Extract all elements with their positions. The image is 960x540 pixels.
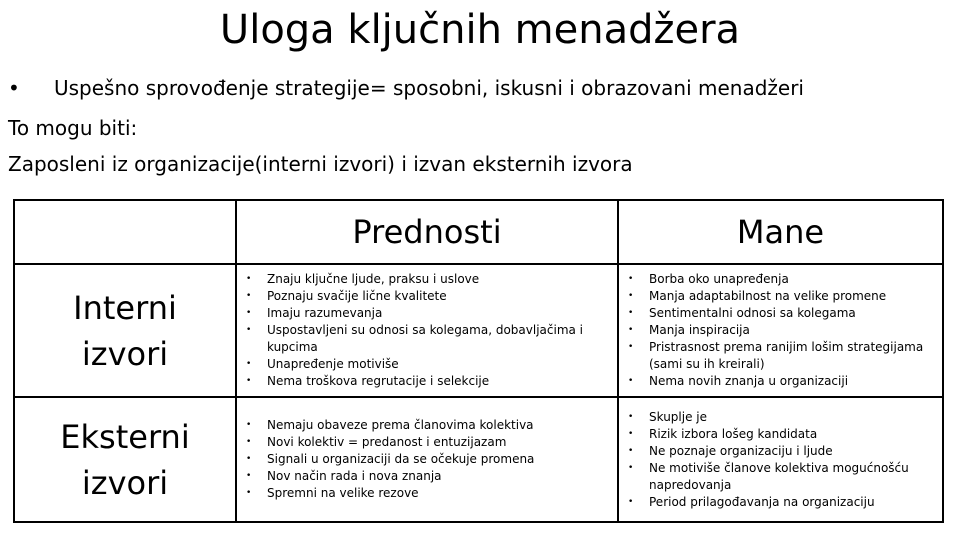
list-item-text: Pristrasnost prema ranijim lošim strategijama (sami su ih kreirali) (649, 340, 924, 371)
bullet-icon: • (628, 291, 634, 301)
list-item (619, 426, 936, 443)
list-item (237, 468, 611, 485)
list-item (619, 373, 936, 390)
row-label-external-line2: izvori (81, 463, 169, 502)
list-item (237, 485, 611, 502)
list-item-text: Period prilagođavanja na organizaciju (649, 494, 875, 509)
list-item (619, 494, 936, 511)
internal-advantages-list (237, 271, 617, 390)
list-item-text: Nemaju obaveze prema članovima kolektiva (267, 418, 534, 432)
page-title: Uloga ključnih menadžera (219, 7, 741, 53)
internal-advantages-cell (236, 264, 618, 397)
bullet-icon: • (628, 462, 634, 473)
list-item-text: Signali u organizaciji da se očekuje promena (267, 452, 535, 466)
bullet-icon: • (246, 488, 252, 498)
bullet-icon: • (628, 496, 634, 507)
list-item (237, 322, 611, 356)
list-item (619, 443, 936, 460)
list-item-text: Ne poznaje organizaciju i ljude (649, 443, 833, 458)
list-item (619, 460, 936, 494)
bullet-icon: • (246, 376, 252, 386)
bullet-icon: • (246, 437, 252, 447)
list-item-text: Novi kolektiv = predanost i entuzijazam (267, 435, 507, 449)
external-disadvantages-cell (618, 397, 943, 522)
bullet-icon: • (628, 308, 634, 318)
bullet-icon: • (628, 274, 634, 284)
list-item-text: Rizik izbora lošeg kandidata (649, 426, 818, 441)
bullet-icon: • (246, 471, 252, 481)
list-item-text: Spremni na velike rezove (267, 486, 419, 500)
list-item (619, 288, 936, 305)
header-advantages-label: Prednosti (352, 213, 502, 251)
list-item (237, 434, 611, 451)
list-item-text: Skuplje je (649, 409, 708, 424)
external-advantages-list (237, 417, 617, 502)
internal-disadvantages-cell (618, 264, 943, 397)
header-disadvantages (618, 200, 943, 264)
bullet-icon: • (628, 342, 634, 352)
list-item-text: Ne motiviše članove kolektiva mogućnošću napredovanja (649, 460, 909, 492)
list-item-text: Nema troškova regrutacije i selekcije (267, 374, 490, 388)
bullet-icon: • (628, 325, 634, 335)
list-item (237, 417, 611, 434)
internal-disadvantages-list (619, 271, 942, 390)
external-disadvantages-list (619, 409, 942, 511)
intro-line-3: Zaposleni iz organizacije(interni izvori) i izvan eksternih izvora (8, 152, 633, 176)
bullet-icon: • (246, 308, 252, 318)
list-item-text: Poznaju svačije lične kvalitete (267, 289, 447, 303)
list-item-text: Znaju ključne ljude, praksu i uslove (267, 272, 480, 286)
list-item-text: Nov način rada i nova znanja (267, 469, 442, 483)
table-row-external (14, 397, 943, 522)
row-label-internal-line2: izvori (81, 334, 169, 373)
list-item (237, 288, 611, 305)
bullet-icon: • (246, 454, 252, 464)
list-item (237, 271, 611, 288)
bullet-icon: • (246, 420, 252, 430)
row-label-internal-line1: Interni (73, 288, 177, 327)
list-item (619, 322, 936, 339)
list-item-text: Manja inspiracija (649, 323, 750, 337)
list-item-text: Borba oko unapređenja (649, 272, 789, 286)
intro-bullet-text: Uspešno sprovođenje strategije= sposobni, iskusni i obrazovani menadžeri (54, 76, 804, 100)
corner-cell (14, 200, 236, 264)
header-disadvantages-label: Mane (736, 213, 825, 251)
row-label-external (14, 397, 236, 522)
list-item (619, 271, 936, 288)
bullet-icon: • (628, 376, 634, 386)
comparison-table (13, 199, 944, 523)
list-item (237, 356, 611, 373)
intro-bullet-line (8, 74, 804, 102)
list-item-text: Imaju razumevanja (267, 306, 383, 320)
list-item-text: Sentimentalni odnosi sa kolegama (649, 306, 856, 320)
row-label-external-line1: Eksterni (60, 417, 190, 456)
bullet-icon: • (246, 274, 252, 284)
bullet-icon: • (246, 359, 252, 369)
list-item (619, 305, 936, 322)
external-advantages-cell (236, 397, 618, 522)
bullet-icon: • (628, 445, 634, 456)
list-item (619, 339, 936, 373)
bullet-icon: • (628, 428, 634, 439)
bullet-icon: • (246, 325, 252, 335)
list-item (619, 409, 936, 426)
list-item-text: Nema novih znanja u organizaciji (649, 374, 849, 388)
table-header-row (14, 200, 943, 264)
intro-line-2: To mogu biti: (8, 116, 138, 140)
list-item-text: Uspostavljeni su odnosi sa kolegama, dobavljačima i kupcima (267, 323, 584, 354)
list-item (237, 373, 611, 390)
bullet-icon: • (246, 291, 252, 301)
row-label-internal (14, 264, 236, 397)
list-item (237, 305, 611, 322)
bullet-icon: • (628, 411, 634, 422)
list-item-text: Unapređenje motiviše (267, 357, 399, 371)
table-row-internal (14, 264, 943, 397)
header-advantages (236, 200, 618, 264)
bullet-icon: • (8, 76, 20, 100)
list-item (237, 451, 611, 468)
list-item-text: Manja adaptabilnost na velike promene (649, 289, 887, 303)
